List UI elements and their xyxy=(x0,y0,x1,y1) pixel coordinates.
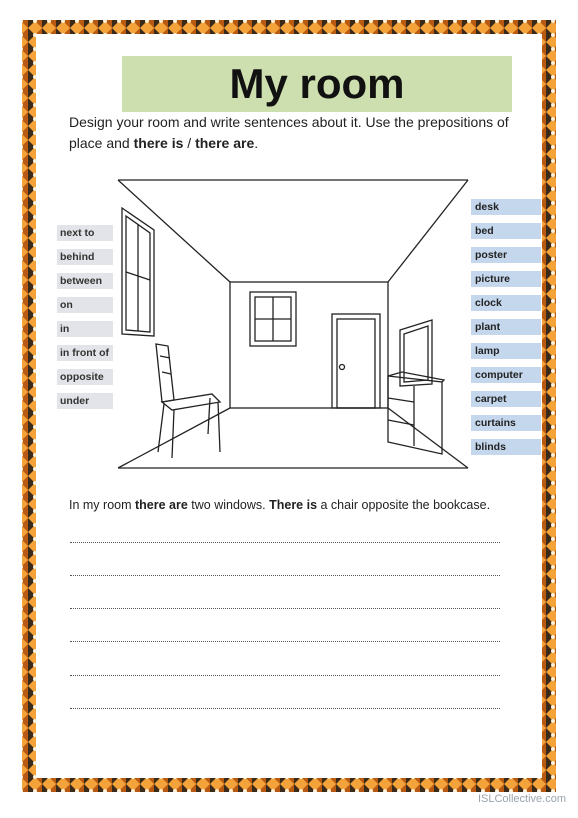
preposition-item: in xyxy=(57,321,113,337)
noun-item: computer xyxy=(471,367,541,383)
instructions-text-2: / xyxy=(183,135,196,151)
example-sentence xyxy=(69,498,529,512)
writing-line[interactable] xyxy=(70,542,500,543)
preposition-item: next to xyxy=(57,225,113,241)
example-text-2: two windows. xyxy=(187,498,270,512)
instructions-bold-2: there are xyxy=(195,135,255,151)
nouns-list xyxy=(471,199,541,463)
title-banner xyxy=(122,56,512,112)
preposition-item: under xyxy=(57,393,113,409)
noun-item: curtains xyxy=(471,415,541,431)
prepositions-list xyxy=(57,225,113,417)
noun-item: blinds xyxy=(471,439,541,455)
noun-item: picture xyxy=(471,271,541,287)
instructions-text-1: Design your room and write sentences about it. Use the prepositions of place and xyxy=(69,114,509,151)
preposition-item: between xyxy=(57,273,113,289)
noun-item: carpet xyxy=(471,391,541,407)
preposition-item: behind xyxy=(57,249,113,265)
writing-line[interactable] xyxy=(70,608,500,609)
writing-line[interactable] xyxy=(70,675,500,676)
instructions-bold-1: there is xyxy=(133,135,184,151)
noun-item: bed xyxy=(471,223,541,239)
noun-item: plant xyxy=(471,319,541,335)
watermark: ISLCollective.com xyxy=(477,793,566,805)
instructions xyxy=(69,112,519,154)
writing-line[interactable] xyxy=(70,575,500,576)
noun-item: poster xyxy=(471,247,541,263)
noun-item: desk xyxy=(471,199,541,215)
room-drawing xyxy=(112,176,472,474)
page-title: My room xyxy=(229,60,405,107)
writing-line[interactable] xyxy=(70,708,500,709)
instructions-text-3: . xyxy=(254,135,259,151)
preposition-item: in front of xyxy=(57,345,113,361)
example-bold-2: There is xyxy=(269,498,318,512)
preposition-item: opposite xyxy=(57,369,113,385)
noun-item: clock xyxy=(471,295,541,311)
writing-line[interactable] xyxy=(70,641,500,642)
example-text-1: In my room xyxy=(69,498,135,512)
noun-item: lamp xyxy=(471,343,541,359)
preposition-item: on xyxy=(57,297,113,313)
example-bold-1: there are xyxy=(135,498,188,512)
example-text-3: a chair opposite the bookcase. xyxy=(317,498,491,512)
